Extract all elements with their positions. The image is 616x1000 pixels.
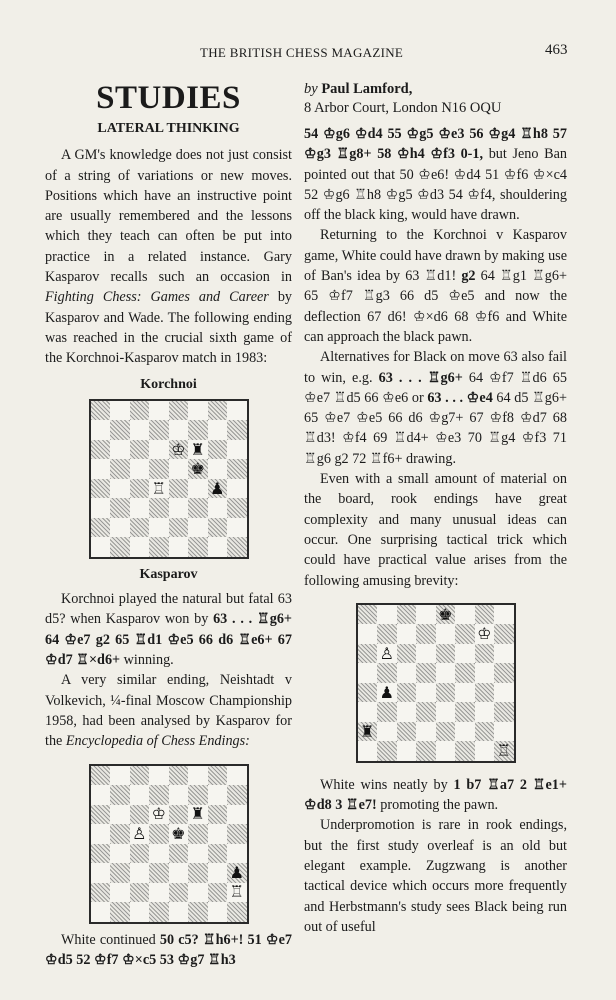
- square-a4: [91, 844, 111, 864]
- square-d1: [149, 537, 169, 557]
- square-c1: [130, 902, 150, 922]
- square-f5: [455, 663, 475, 683]
- square-c4: [130, 479, 150, 499]
- square-f8: [455, 605, 475, 625]
- square-a8: [91, 766, 111, 786]
- square-d8: [149, 401, 169, 421]
- square-f2: [188, 518, 208, 538]
- square-b6: [110, 440, 130, 460]
- square-a6: [358, 644, 378, 664]
- square-d7: [416, 624, 436, 644]
- square-f1: [188, 902, 208, 922]
- square-g4: [208, 479, 228, 499]
- chess-piece-icon: ♚: [171, 823, 186, 843]
- square-h6: [227, 440, 247, 460]
- square-a8: [91, 401, 111, 421]
- square-c8: [130, 766, 150, 786]
- square-c3: [397, 702, 417, 722]
- square-g7: [208, 785, 228, 805]
- square-d7: [149, 420, 169, 440]
- square-c6: [130, 440, 150, 460]
- returning-paragraph: Returning to the Korchnoi v Kasparov game, White could have drawn by making use of Ban's idea by 63 ♖d1! g2 64 ♖g1 ♖g6+ 65 ♔f7 ♖g3 66 d5 ♔e5 and now the deflection 67 d6! ♔×d6 68 ♔f6 and White can approach the black pawn.: [304, 227, 567, 345]
- square-b3: [110, 498, 130, 518]
- square-g8: [208, 766, 228, 786]
- square-e7: [169, 420, 189, 440]
- square-d6: [149, 805, 169, 825]
- square-a6: [91, 805, 111, 825]
- square-g5: [475, 663, 495, 683]
- chess-piece-icon: ♜: [190, 804, 205, 824]
- square-d6: [416, 644, 436, 664]
- square-d1: [149, 902, 169, 922]
- running-header: THE BRITISH CHESS MAGAZINE: [200, 45, 404, 60]
- square-d3: [149, 863, 169, 883]
- square-g6: [208, 440, 228, 460]
- square-e7: [436, 624, 456, 644]
- chess-piece-icon: ♔: [151, 804, 166, 824]
- square-g6: [208, 805, 228, 825]
- chess-diagram-korchnoi-kasparov: [89, 399, 249, 559]
- square-h2: [494, 722, 514, 742]
- encyclopedia-title: Encyclopedia of Chess Endings:: [65, 733, 250, 750]
- square-h7: [227, 420, 247, 440]
- square-f8: [188, 766, 208, 786]
- material-paragraph: Even with a small amount of material on the board, rook endings have great complexity and many unusual ideas can occur. One surprising tactical trick which could have practical value arises from the following amusing brevity:: [304, 471, 567, 589]
- square-g2: [208, 518, 228, 538]
- square-h8: [494, 605, 514, 625]
- square-b8: [110, 766, 130, 786]
- square-h4: [227, 844, 247, 864]
- square-b1: [110, 537, 130, 557]
- square-b2: [110, 883, 130, 903]
- square-d8: [416, 605, 436, 625]
- square-a3: [91, 863, 111, 883]
- square-e6: [169, 805, 189, 825]
- square-h3: [494, 702, 514, 722]
- square-c7: [130, 785, 150, 805]
- square-c5: [397, 663, 417, 683]
- square-b4: [110, 479, 130, 499]
- chess-piece-icon: ♔: [171, 439, 186, 459]
- alternatives-paragraph: Alternatives for Black on move 63 also fail to win, e.g. 63 . . . ♖g6+ 64 ♔f7 ♖d6 65 ♔e7 ♖d5 66 ♔e6 or 63 . . . ♔e4 64 d5 ♖g6+ 65 ♔e7 ♔e5 66 d6 ♔g7+ 67 ♔f8 ♔d7 68 ♖d3! ♔f4 69 ♖d4+ ♔e3 70 ♖g4 ♔f3 71 ♖g6 g2 72 ♖f6+ drawing.: [304, 349, 567, 467]
- square-e6: [436, 644, 456, 664]
- square-d5: [149, 459, 169, 479]
- square-c2: [130, 883, 150, 903]
- square-b7: [110, 785, 130, 805]
- square-f4: [188, 479, 208, 499]
- square-b6: [110, 805, 130, 825]
- square-g2: [208, 883, 228, 903]
- square-h8: [227, 401, 247, 421]
- square-b3: [110, 863, 130, 883]
- square-c3: [130, 863, 150, 883]
- square-a1: [358, 741, 378, 761]
- square-e1: [169, 537, 189, 557]
- square-h3: [227, 863, 247, 883]
- board1-top-player: Korchnoi: [140, 376, 197, 392]
- square-c7: [130, 420, 150, 440]
- square-c2: [397, 722, 417, 742]
- square-d4: [149, 844, 169, 864]
- square-d4: [416, 683, 436, 703]
- square-a6: [91, 440, 111, 460]
- author-name: Paul Lamford,: [321, 81, 413, 97]
- game-paragraph: Korchnoi played the natural but fatal 63 d5? when Kasparov won by 63 . . . ♖g6+ 64 ♔e7 g2 65 ♖d1 ♔e5 66 d6 ♖e6+ 67 ♔d7 ♖×d6+ winning.: [45, 591, 292, 669]
- square-b5: [110, 459, 130, 479]
- square-f2: [188, 883, 208, 903]
- chess-piece-icon: ♜: [190, 439, 205, 459]
- square-h4: [227, 479, 247, 499]
- square-h2: [227, 883, 247, 903]
- chess-piece-icon: ♙: [132, 823, 147, 843]
- square-f8: [188, 401, 208, 421]
- article-subtitle: LATERAL THINKING: [97, 121, 240, 136]
- square-d3: [416, 702, 436, 722]
- square-d2: [149, 518, 169, 538]
- square-h7: [227, 785, 247, 805]
- square-h8: [227, 766, 247, 786]
- square-b7: [377, 624, 397, 644]
- continuation-paragraph: White continued 50 c5? ♖h6+! 51 ♔e7 ♔d5 52 ♔f7 ♔×c5 53 ♔g7 ♖h3: [45, 931, 292, 968]
- square-a7: [91, 420, 111, 440]
- square-a1: [91, 902, 111, 922]
- square-c6: [397, 644, 417, 664]
- square-e7: [169, 785, 189, 805]
- square-h5: [494, 663, 514, 683]
- ban-paragraph: 54 ♔g6 ♔d4 55 ♔g5 ♔e3 56 ♔g4 ♖h8 57 ♔g3 ♖g8+ 58 ♔h4 ♔f3 0-1, but Jeno Ban pointed out that 50 ♔e6! ♔d4 51 ♔f6 ♔×c4 52 ♔g6 ♖h8 ♔g5 ♔d3 54 ♔f4, shouldering off the black king, would have drawn.: [304, 126, 567, 224]
- square-h5: [227, 459, 247, 479]
- square-d3: [149, 498, 169, 518]
- square-a3: [91, 498, 111, 518]
- page-number: 463: [545, 42, 568, 58]
- square-b3: [377, 702, 397, 722]
- square-f6: [455, 644, 475, 664]
- square-d1: [416, 741, 436, 761]
- square-b2: [110, 518, 130, 538]
- square-d5: [149, 824, 169, 844]
- square-f3: [188, 498, 208, 518]
- square-g8: [475, 605, 495, 625]
- square-g3: [208, 863, 228, 883]
- author-address: 8 Arbor Court, London N16 OQU: [304, 100, 502, 116]
- square-g1: [208, 537, 228, 557]
- square-h7: [494, 624, 514, 644]
- square-b8: [377, 605, 397, 625]
- chess-piece-icon: ♟: [210, 478, 225, 498]
- square-h1: [227, 902, 247, 922]
- square-e3: [436, 702, 456, 722]
- square-a8: [358, 605, 378, 625]
- square-e2: [169, 883, 189, 903]
- square-e1: [436, 741, 456, 761]
- square-c1: [397, 741, 417, 761]
- square-d7: [149, 785, 169, 805]
- square-c6: [130, 805, 150, 825]
- square-h4: [494, 683, 514, 703]
- square-g5: [208, 459, 228, 479]
- square-g3: [208, 498, 228, 518]
- intro-paragraph: A GM's knowledge does not just consist of a string of variations or new moves. Positions which have an instructive point are usually remembered and the lessons which they teach can often be put into practice in a related instance. Gary Kasparov recalls such an occasion in Fighting Chess: Games and Career by Kasparov and Wade. The following ending was reached in the crucial sixth game of the Korchnoi-Kasparov match in 1983:: [45, 147, 293, 367]
- left-column: [45, 80, 292, 970]
- square-a1: [91, 537, 111, 557]
- underpromotion-paragraph: Underpromotion is rare in rook endings, but the first study overleaf is an old but elegant example. Zugzwang is another tactical device which occurs more frequently and Herbstmann's study sees Black being run out of useful: [304, 817, 567, 935]
- square-g3: [475, 702, 495, 722]
- square-e2: [169, 518, 189, 538]
- square-e4: [169, 844, 189, 864]
- chess-piece-icon: ♙: [379, 643, 394, 663]
- chess-piece-icon: ♟: [229, 862, 244, 882]
- square-e8: [169, 766, 189, 786]
- square-a5: [91, 459, 111, 479]
- square-f5: [188, 824, 208, 844]
- square-b6: [377, 644, 397, 664]
- square-c8: [397, 605, 417, 625]
- square-c5: [130, 824, 150, 844]
- square-d5: [416, 663, 436, 683]
- square-d4: [149, 479, 169, 499]
- square-a5: [358, 663, 378, 683]
- square-f7: [188, 785, 208, 805]
- square-e1: [169, 902, 189, 922]
- neishtadt-paragraph: A very similar ending, Neishtadt v Volkevich, ¼-final Moscow Championship 1958, had been analysed by Kasparov for the Encyclopedia of Chess Endings:: [45, 672, 292, 750]
- square-d2: [416, 722, 436, 742]
- square-f4: [455, 683, 475, 703]
- square-g8: [208, 401, 228, 421]
- square-c2: [130, 518, 150, 538]
- right-column: [304, 80, 567, 937]
- square-b4: [110, 844, 130, 864]
- square-b2: [377, 722, 397, 742]
- square-b4: [377, 683, 397, 703]
- square-e2: [436, 722, 456, 742]
- square-h2: [227, 518, 247, 538]
- square-h1: [227, 537, 247, 557]
- square-d6: [149, 440, 169, 460]
- square-e5: [169, 824, 189, 844]
- chess-piece-icon: ♖: [151, 478, 166, 498]
- square-c4: [130, 844, 150, 864]
- square-a7: [358, 624, 378, 644]
- white-wins-paragraph: White wins neatly by 1 b7 ♖a7 2 ♖e1+ ♔d8 3 ♖e7! promoting the pawn.: [304, 776, 567, 814]
- square-f6: [188, 805, 208, 825]
- chess-piece-icon: ♖: [496, 741, 511, 761]
- article-title: STUDIES: [96, 80, 241, 116]
- square-f6: [188, 440, 208, 460]
- square-e5: [169, 459, 189, 479]
- square-g2: [475, 722, 495, 742]
- square-b5: [110, 824, 130, 844]
- square-f7: [455, 624, 475, 644]
- chess-piece-icon: ♔: [477, 624, 492, 644]
- square-f5: [188, 459, 208, 479]
- square-e4: [436, 683, 456, 703]
- square-c5: [130, 459, 150, 479]
- square-h6: [494, 644, 514, 664]
- square-f2: [455, 722, 475, 742]
- square-a7: [91, 785, 111, 805]
- square-e5: [436, 663, 456, 683]
- square-b1: [377, 741, 397, 761]
- chess-piece-icon: ♜: [360, 721, 375, 741]
- chess-diagram-brevity: [356, 603, 516, 763]
- square-a2: [91, 518, 111, 538]
- square-f1: [455, 741, 475, 761]
- square-b8: [110, 401, 130, 421]
- square-h5: [227, 824, 247, 844]
- square-f7: [188, 420, 208, 440]
- square-g1: [208, 902, 228, 922]
- square-d2: [149, 883, 169, 903]
- chess-diagram-neishtadt-volkevich: [89, 764, 249, 924]
- square-f3: [455, 702, 475, 722]
- square-g4: [208, 844, 228, 864]
- square-e4: [169, 479, 189, 499]
- square-f3: [188, 863, 208, 883]
- chess-piece-icon: ♟: [379, 682, 394, 702]
- square-e6: [169, 440, 189, 460]
- square-a3: [358, 702, 378, 722]
- square-a4: [358, 683, 378, 703]
- square-b7: [110, 420, 130, 440]
- square-g7: [475, 624, 495, 644]
- square-b1: [110, 902, 130, 922]
- square-g4: [475, 683, 495, 703]
- chess-piece-icon: ♚: [190, 459, 205, 479]
- square-e8: [436, 605, 456, 625]
- square-e8: [169, 401, 189, 421]
- square-g6: [475, 644, 495, 664]
- square-g7: [208, 420, 228, 440]
- square-f1: [188, 537, 208, 557]
- square-c1: [130, 537, 150, 557]
- square-c7: [397, 624, 417, 644]
- square-a2: [91, 883, 111, 903]
- square-c3: [130, 498, 150, 518]
- square-a2: [358, 722, 378, 742]
- square-e3: [169, 498, 189, 518]
- square-h1: [494, 741, 514, 761]
- chess-piece-icon: ♚: [438, 604, 453, 624]
- square-c8: [130, 401, 150, 421]
- square-g5: [208, 824, 228, 844]
- square-h6: [227, 805, 247, 825]
- square-b5: [377, 663, 397, 683]
- square-e3: [169, 863, 189, 883]
- board1-bottom-player: Kasparov: [139, 566, 198, 582]
- chess-piece-icon: ♖: [229, 882, 244, 902]
- square-d8: [149, 766, 169, 786]
- square-g1: [475, 741, 495, 761]
- square-h3: [227, 498, 247, 518]
- book-title: Fighting Chess: Games and Career: [45, 289, 269, 306]
- byline: by Paul Lamford, 8 Arbor Court, London N16 OQU: [304, 81, 502, 116]
- square-c4: [397, 683, 417, 703]
- square-f4: [188, 844, 208, 864]
- square-a5: [91, 824, 111, 844]
- square-a4: [91, 479, 111, 499]
